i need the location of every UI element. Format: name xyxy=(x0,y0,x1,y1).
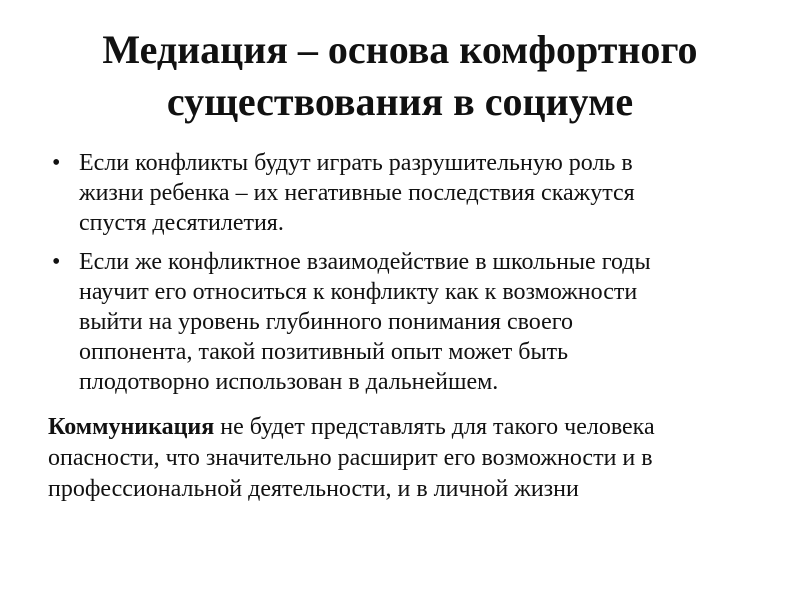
bullet-2-line-2: научит его относиться к конфликту как к возможности xyxy=(79,279,638,305)
bullet-text-1 xyxy=(79,148,748,238)
bullet-text-2 xyxy=(79,247,748,397)
paragraph-line-3: профессиональной деятельности, и в личной жизни xyxy=(48,476,579,502)
bullet-2-line-4: оппонента, такой позитивный опыт может быть xyxy=(79,339,569,365)
paragraph-bold-word: Коммуникация xyxy=(48,414,215,440)
bullet-2-line-3: выйти на уровень глубинного понимания своего xyxy=(79,309,573,335)
bullet-dot-icon: • xyxy=(52,150,61,176)
bullet-item-1 xyxy=(48,148,748,238)
paragraph-line-1-rest: не будет представлять для такого человека xyxy=(214,414,655,440)
bullet-item-2 xyxy=(48,247,748,397)
title-line-2: существования в социуме xyxy=(166,79,634,124)
paragraph-line-2: опасности, что значительно расширит его возможности и в xyxy=(48,445,653,471)
slide-title xyxy=(0,24,800,128)
bullet-2-line-5: плодотворно использован в дальнейшем. xyxy=(79,369,499,395)
bullet-2-line-1: Если же конфликтное взаимодействие в школьные годы xyxy=(79,249,651,275)
bullet-1-line-3: спустя десятилетия. xyxy=(79,210,284,236)
communication-paragraph xyxy=(48,412,768,505)
title-line-1: Медиация – основа комфортного xyxy=(102,27,698,72)
paragraph-line-1 xyxy=(48,412,768,443)
bullet-1-line-2: жизни ребенка – их негативные последствия скажутся xyxy=(79,180,635,206)
bullet-dot-icon: • xyxy=(52,249,61,275)
bullet-1-line-1: Если конфликты будут играть разрушительную роль в xyxy=(79,150,633,176)
bullet-list xyxy=(48,148,748,406)
